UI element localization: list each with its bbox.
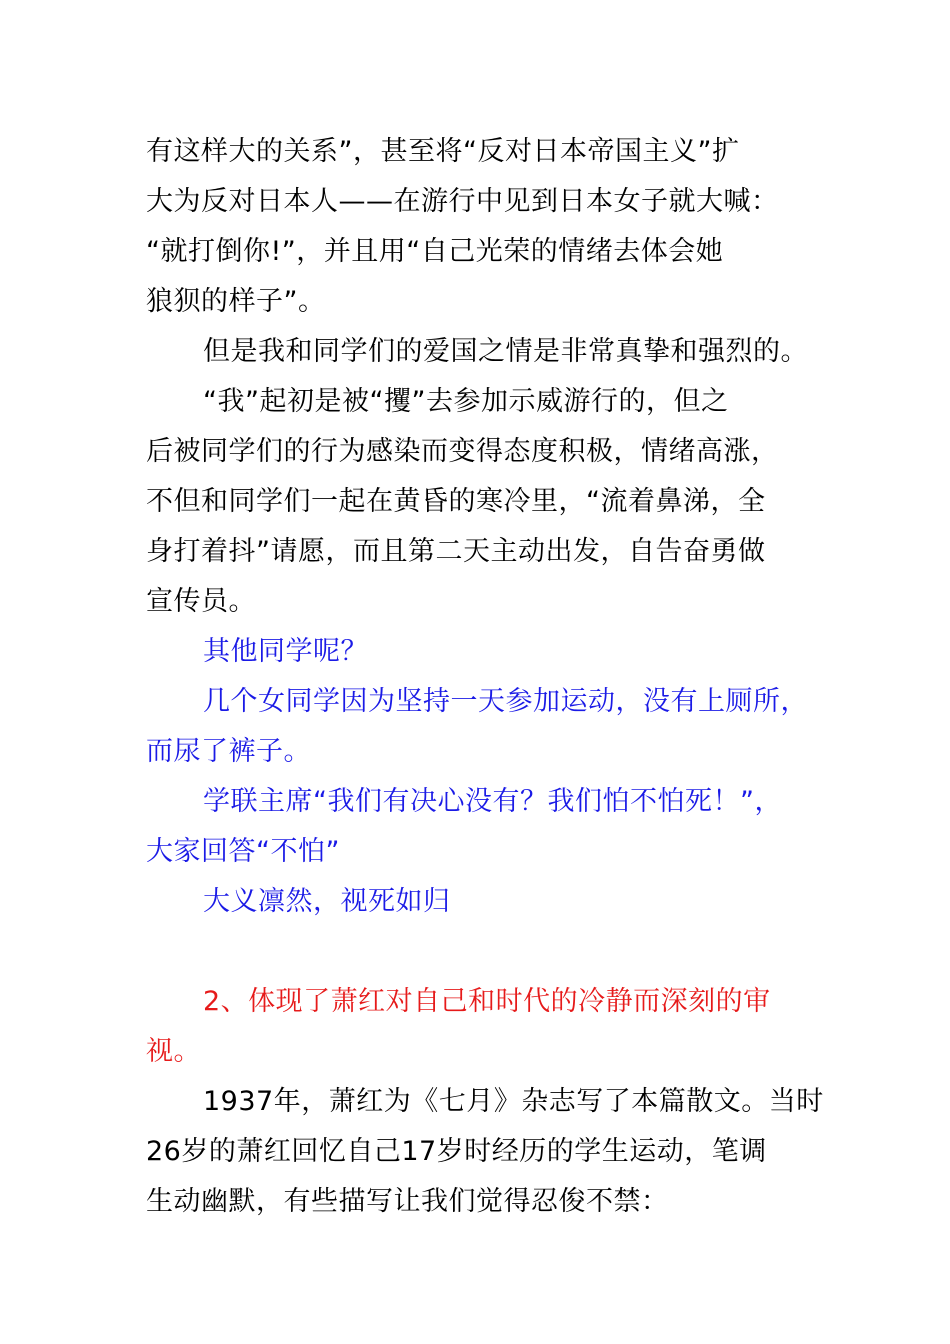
paragraph-line: 26岁的萧红回忆自己17岁时经历的学生运动，笔调 <box>146 1136 767 1167</box>
question-line: 其他同学呢？ <box>203 636 368 667</box>
paragraph-line: “我”起初是被“攫”去参加示威游行的，但之 <box>203 386 729 417</box>
answer-line: 大义凛然，视死如归 <box>203 886 451 917</box>
paragraph-line: 但是我和同学们的爱国之情是非常真挚和强烈的。 <box>203 336 808 367</box>
paragraph-line: 1937年，萧红为《七月》杂志写了本篇散文。当时 <box>203 1086 824 1117</box>
paragraph-line: 不但和同学们一起在黄昏的寒冷里，“流着鼻涕，全 <box>146 486 766 517</box>
section-heading: 2、体现了萧红对自己和时代的冷静而深刻的审 <box>203 986 771 1017</box>
paragraph-line: 生动幽默，有些描写让我们觉得忍俊不禁： <box>146 1186 669 1217</box>
section-heading: 视。 <box>146 1036 201 1067</box>
paragraph-line: 大为反对日本人——在游行中见到日本女子就大喊： <box>146 186 779 217</box>
answer-line: 几个女同学因为坚持一天参加运动，没有上厕所， <box>203 686 808 717</box>
paragraph-line: 有这样大的关系”，甚至将“反对日本帝国主义”扩 <box>146 136 740 167</box>
answer-line: 大家回答“不怕” <box>146 836 340 867</box>
paragraph-line: 狼狈的样子”。 <box>146 286 326 317</box>
paragraph-line: 身打着抖”请愿，而且第二天主动出发，自告奋勇做 <box>146 536 766 567</box>
paragraph-line: 后被同学们的行为感染而变得态度积极，情绪高涨， <box>146 436 779 467</box>
answer-line: 而尿了裤子。 <box>146 736 311 767</box>
answer-line: 学联主席“我们有决心没有？我们怕不怕死！”， <box>203 786 782 817</box>
paragraph-line: “就打倒你!”，并且用“自己光荣的情绪去体会她 <box>146 236 724 267</box>
paragraph-line: 宣传员。 <box>146 586 256 617</box>
